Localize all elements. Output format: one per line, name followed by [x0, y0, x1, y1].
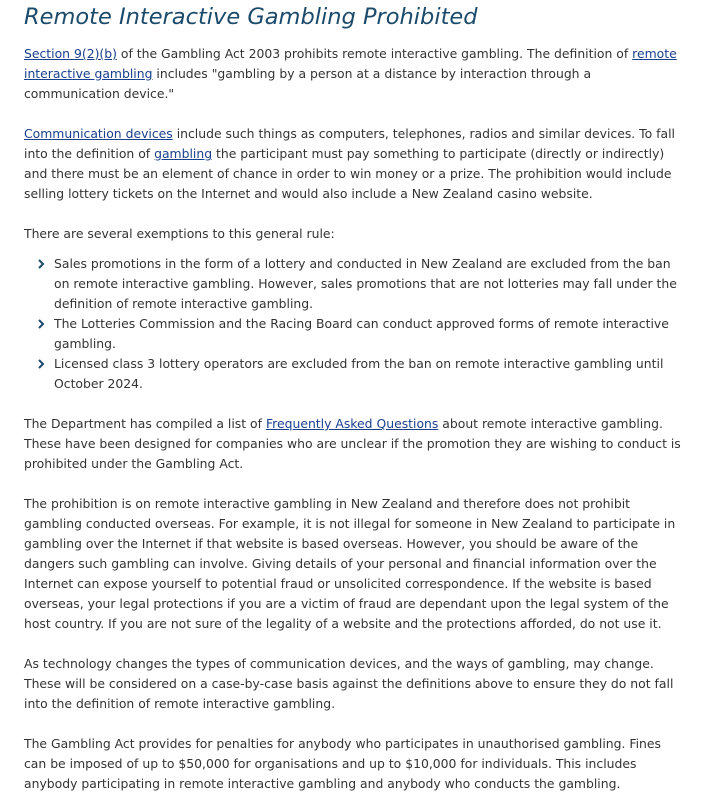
definition-paragraph: Communication devices include such things as computers, telephones, radios and similar devices. To fall into the definition of gambling the participant must pay something to participate (directly or indirectly) and there must be an element of chance in order to win money or a prize. The prohibition would include selling lottery tickets on the Internet and would also include a New Zealand casino website.	[24, 126, 675, 201]
gambling-link[interactable]: gambling	[154, 146, 213, 161]
page-title: Remote Interactive Gambling Prohibited	[24, 4, 478, 30]
chevron-right-icon	[36, 359, 46, 369]
chevron-right-icon	[36, 259, 46, 269]
list-item: Sales promotions in the form of a lottery and conducted in New Zealand are excluded from the ban on remote interactive gambling. However, sales promotions that are not lotteries may fall under the definition of remote interactive gambling.	[36, 254, 685, 314]
communication-devices-link[interactable]: Communication devices	[24, 126, 173, 141]
exemptions-intro: There are several exemptions to this general rule:	[24, 226, 335, 241]
penalties-paragraph: The Gambling Act provides for penalties for anybody who participates in unauthorised gambling. Fines can be imposed of up to $50,000 for organisations and up to $10,000 for individuals. This includes anybody participating in remote interactive gambling and anybody who conducts the gambling.	[24, 736, 661, 791]
intro-paragraph: Section 9(2)(b) of the Gambling Act 2003 prohibits remote interactive gambling. The definition of remote interactive gambling includes "gambling by a person at a distance by interaction through a communication device."	[24, 46, 677, 101]
faq-link[interactable]: Frequently Asked Questions	[265, 416, 439, 431]
faq-paragraph: The Department has compiled a list of Frequently Asked Questions about remote interactive gambling. These have been designed for companies who are unclear if the promotion they are wishing to conduct is prohibited under the Gambling Act.	[24, 416, 681, 471]
list-item: Licensed class 3 lottery operators are excluded from the ban on remote interactive gambling until October 2024.	[36, 354, 685, 394]
technology-paragraph: As technology changes the types of communication devices, and the ways of gambling, may change. These will be considered on a case-by-case basis against the definitions above to ensure they do not fall into the definition of remote interactive gambling.	[24, 656, 674, 711]
list-item: The Lotteries Commission and the Racing Board can conduct approved forms of remote interactive gambling.	[36, 314, 685, 354]
overseas-paragraph: The prohibition is on remote interactive gambling in New Zealand and therefore does not prohibit gambling conducted overseas. For example, it is not illegal for someone in New Zealand to participate in gambling over the Internet if that website is based overseas. However, you should be aware of the dangers such gambling can involve. Giving details of your personal and financial information over the Internet can expose yourself to potential fraud or unsolicited correspondence. If the website is based overseas, your legal protections if you are a victim of fraud are dependant upon the legal system of the host country. If you are not sure of the legality of a website and the protections afforded, do not use it.	[24, 496, 676, 631]
chevron-right-icon	[36, 319, 46, 329]
section-9-link[interactable]: Section 9(2)(b)	[24, 46, 117, 61]
exemptions-list	[24, 254, 685, 394]
remote-interactive-gambling-link[interactable]: remote interactive gambling	[24, 46, 677, 81]
